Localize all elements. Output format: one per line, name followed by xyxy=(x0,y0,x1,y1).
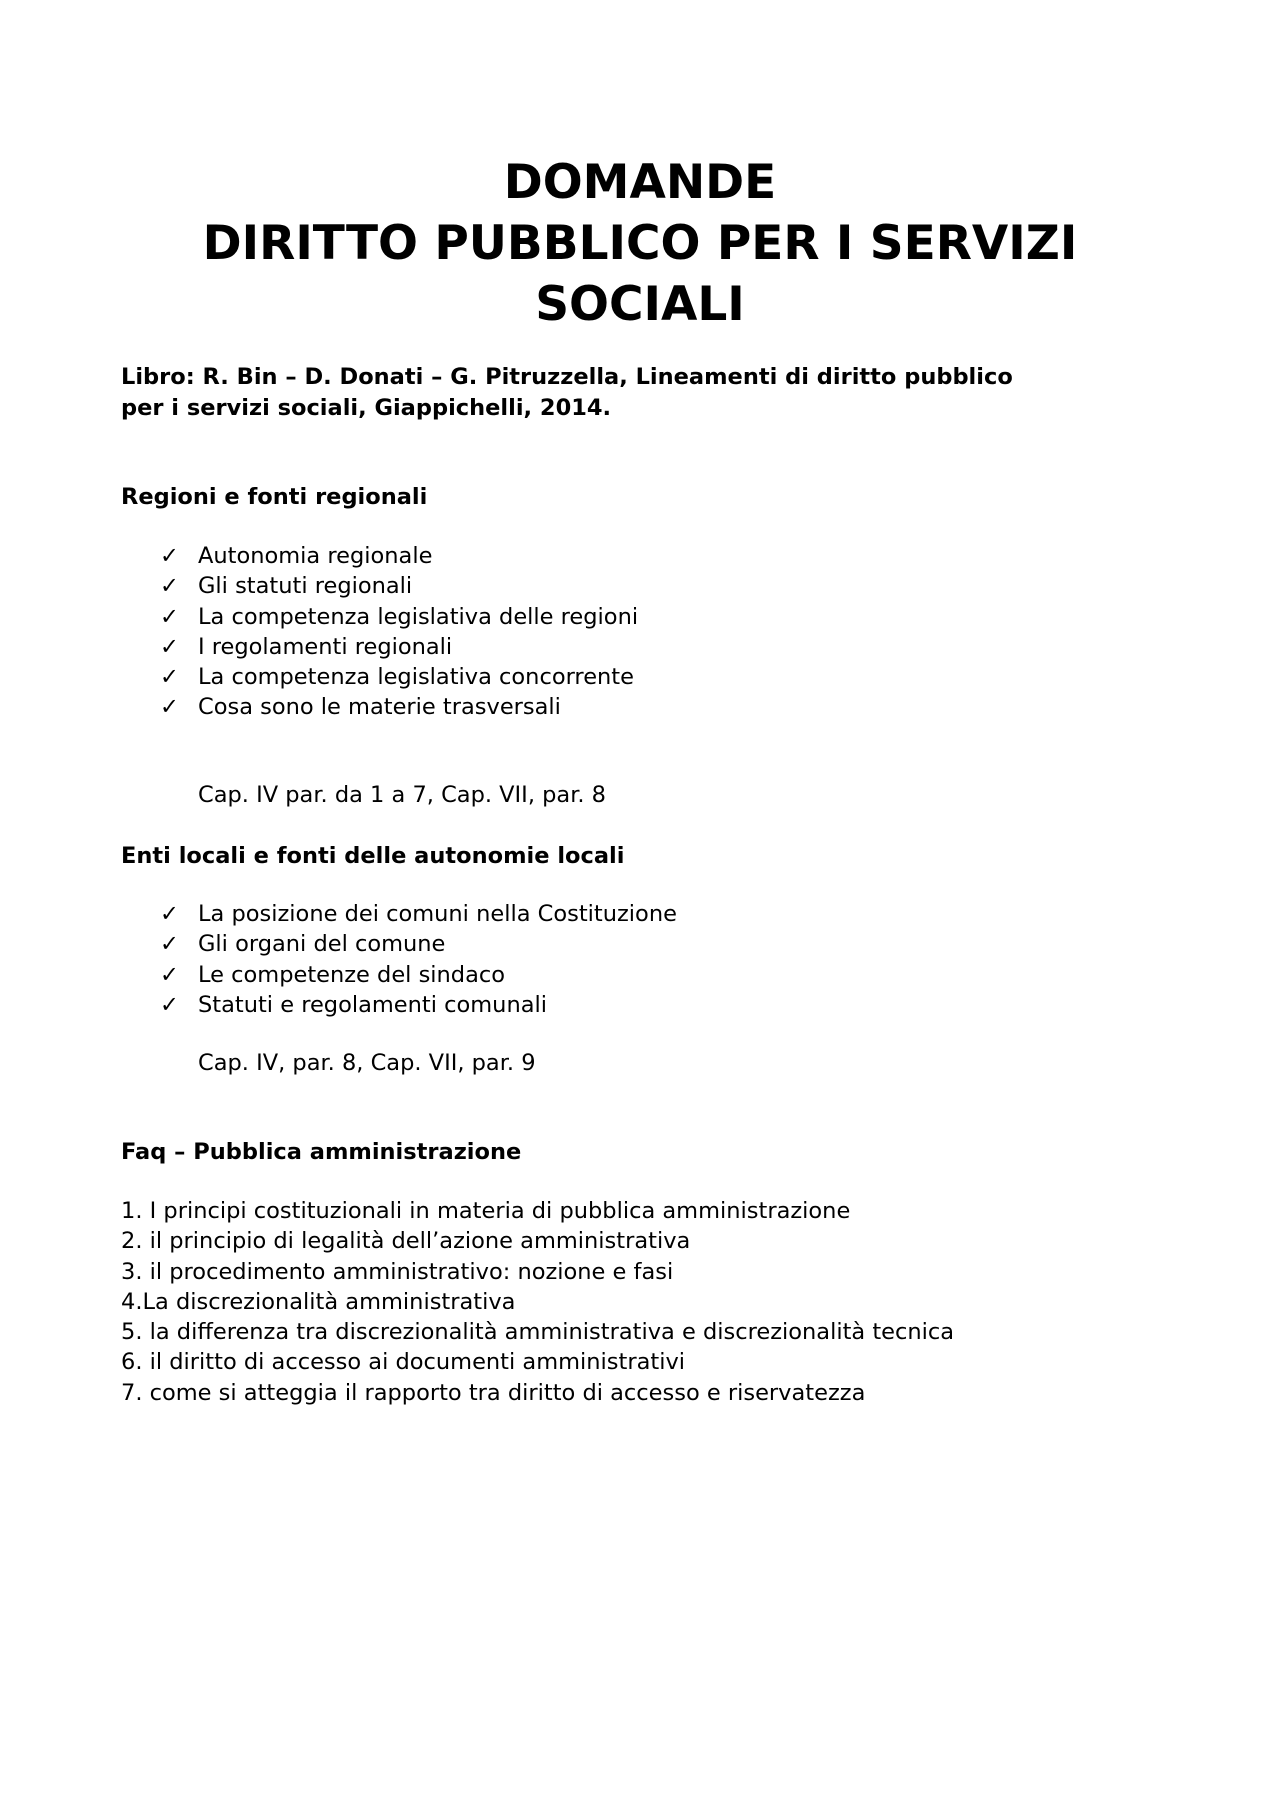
check-icon: ✓ xyxy=(160,931,179,958)
list-item: ✓ La posizione dei comuni nella Costituzione xyxy=(160,899,677,929)
list-item: 4.La discrezionalità amministrativa xyxy=(121,1288,516,1315)
list-item: ✓ Statuti e regolamenti comunali xyxy=(160,990,677,1020)
section-heading-faq: Faq – Pubblica amministrazione xyxy=(121,1139,522,1165)
faq-question-list xyxy=(121,1196,954,1408)
title-line: DOMANDE xyxy=(503,155,777,210)
title-line: DIRITTO PUBBLICO PER I SERVIZI xyxy=(202,216,1078,271)
check-icon: ✓ xyxy=(160,603,179,630)
bibliography-line: per i servizi sociali, Giappichelli, 2014. xyxy=(121,395,612,421)
list-item: ✓ La competenza legislativa concorrente xyxy=(160,662,638,692)
check-icon: ✓ xyxy=(160,901,179,927)
regioni-checklist xyxy=(160,541,638,723)
list-item: ✓ I regolamenti regionali xyxy=(160,632,638,662)
list-item: 1. I principi costituzionali in materia di pubblica amministrazione xyxy=(121,1198,851,1224)
section-heading-regioni: Regioni e fonti regionali xyxy=(121,484,428,510)
check-icon: ✓ xyxy=(160,694,179,721)
bibliography xyxy=(121,362,1201,424)
title-line: SOCIALI xyxy=(535,277,745,332)
list-item: ✓ Le competenze del sindaco xyxy=(160,960,677,990)
check-icon: ✓ xyxy=(160,664,179,691)
list-item: ✓ Cosa sono le materie trasversali xyxy=(160,692,638,722)
list-item: ✓ La competenza legislativa delle regioni xyxy=(160,602,638,632)
list-item: 6. il diritto di accesso ai documenti amministrativi xyxy=(121,1349,686,1376)
list-item: ✓ Gli statuti regionali xyxy=(160,571,638,601)
chapter-reference: Cap. IV par. da 1 a 7, Cap. VII, par. 8 xyxy=(198,782,606,808)
list-item: 3. il procedimento amministrativo: nozione e fasi xyxy=(121,1258,674,1285)
check-icon: ✓ xyxy=(160,543,179,569)
list-item: 2. il principio di legalità dell’azione amministrativa xyxy=(121,1228,691,1255)
check-icon: ✓ xyxy=(160,961,179,988)
check-icon: ✓ xyxy=(160,573,179,600)
document-title xyxy=(0,152,1280,335)
list-item: ✓ Gli organi del comune xyxy=(160,929,677,959)
list-item: ✓ Autonomia regionale xyxy=(160,541,638,571)
list-item: 5. la differenza tra discrezionalità amministrativa e discrezionalità tecnica xyxy=(121,1319,955,1346)
check-icon: ✓ xyxy=(160,633,179,660)
bibliography-line: Libro: R. Bin – D. Donati – G. Pitruzzella, Lineamenti di diritto pubblico xyxy=(121,364,1013,390)
section-heading-enti-locali: Enti locali e fonti delle autonomie locali xyxy=(121,843,625,869)
enti-locali-checklist xyxy=(160,899,677,1020)
check-icon: ✓ xyxy=(160,991,179,1018)
chapter-reference: Cap. IV, par. 8, Cap. VII, par. 9 xyxy=(198,1050,536,1076)
list-item: 7. come si atteggia il rapporto tra diritto di accesso e riservatezza xyxy=(121,1379,866,1406)
